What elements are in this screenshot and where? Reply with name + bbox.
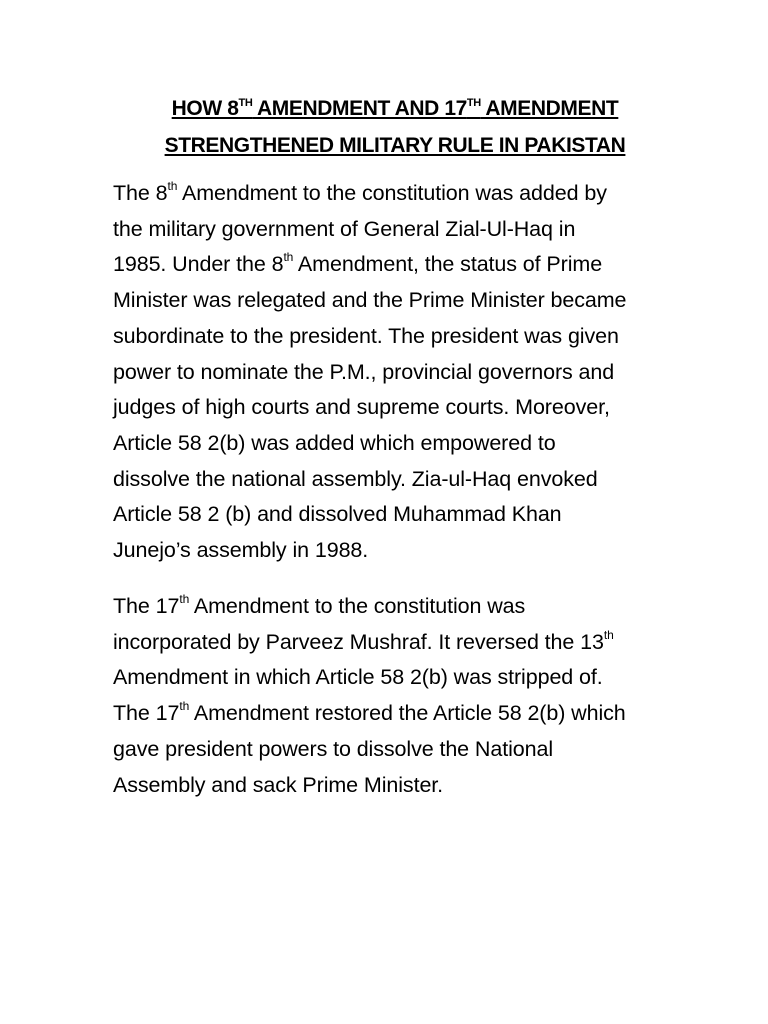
title-text: HOW 8 — [171, 97, 239, 120]
text-segment: 1985. Under the 8 — [113, 252, 284, 277]
document-title-line-2: STRENGTHENED MILITARY RULE IN PAKISTAN — [164, 134, 626, 157]
text-line: subordinate to the president. The president was given — [113, 323, 619, 348]
text-segment: Amendment restored the Article 58 2(b) which — [189, 701, 626, 726]
text-line — [113, 176, 693, 212]
superscript: th — [179, 699, 190, 714]
text-line: dissolve the national assembly. Zia-ul-Haq envoked — [113, 466, 598, 491]
text-line — [113, 696, 693, 732]
superscript: th — [167, 179, 178, 193]
text-segment: The 8 — [113, 181, 168, 205]
title-superscript: TH — [466, 97, 481, 109]
text-line: Assembly and sack Prime Minister. — [113, 772, 444, 797]
text-line: Amendment in which Article 58 2(b) was stripped of. — [113, 665, 603, 690]
paragraph-8th-amendment — [113, 176, 693, 569]
text-segment: Amendment to the constitution was added by — [177, 181, 607, 205]
text-segment: Amendment to the constitution was — [189, 594, 526, 618]
text-line: the military government of General Zial-Ul-Haq in — [113, 216, 576, 241]
superscript: th — [283, 250, 294, 265]
superscript: th — [179, 592, 190, 606]
paragraph-17th-amendment — [113, 589, 693, 803]
text-line: judges of high courts and supreme courts. Moreover, — [113, 395, 610, 420]
text-line — [113, 247, 693, 283]
title-text: AMENDMENT AND 17 — [252, 97, 467, 120]
text-line — [113, 625, 693, 661]
text-line: Junejo’s assembly in 1988. — [113, 538, 369, 563]
text-line — [113, 589, 693, 625]
text-line: gave president powers to dissolve the National — [113, 736, 553, 761]
text-segment: The 17 — [113, 701, 180, 726]
title-superscript: TH — [238, 97, 253, 109]
text-line: power to nominate the P.M., provincial governors and — [113, 359, 615, 384]
text-line: Article 58 2 (b) and dissolved Muhammad Khan — [113, 502, 562, 527]
text-segment: The 17 — [113, 594, 180, 618]
text-line: Minister was relegated and the Prime Minister became — [113, 288, 627, 313]
text-segment: Amendment, the status of Prime — [293, 252, 603, 277]
superscript: th — [603, 627, 614, 642]
text-segment: incorporated by Parveez Mushraf. It reversed the 13 — [113, 629, 604, 654]
document-title-line-1 — [100, 96, 690, 122]
title-text: AMENDMENT — [480, 97, 619, 120]
text-line: Article 58 2(b) was added which empowered to — [113, 430, 556, 455]
